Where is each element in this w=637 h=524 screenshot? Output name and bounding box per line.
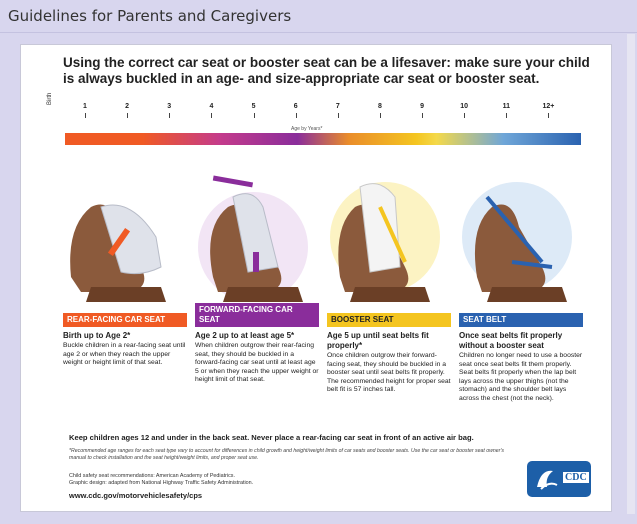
age-tick-label: 4 [209,103,214,110]
page-header [0,0,637,33]
cdc-logo [527,461,591,497]
age-tick-mark [548,113,549,118]
booster-title: BOOSTER SEAT [327,313,451,327]
seat-belt-age: Once seat belts fit properly without a booster seat [459,331,563,350]
age-tick-label: 10 [460,103,469,110]
rear-facing-seat-illustration [61,167,181,307]
age-tick-label: 2 [125,103,130,110]
forward-facing-title: FORWARD-FACING CAR SEAT [195,303,319,327]
age-tick-label: 6 [293,103,298,110]
credit-aap: Child safety seat recommendations: American Academy of Pediatrics. [69,473,235,479]
booster-age: Age 5 up until seat belts fit properly* [327,331,429,350]
seat-belt-illustration [457,167,577,307]
age-tick-label: 5 [251,103,256,110]
age-tick-label: 1 [83,103,87,110]
infographic-headline: Using the correct car seat or booster seat can be a lifesaver: make sure your child is always buckled in an age- and size-appropriate car seat or booster seat. [63,55,590,86]
age-tick-mark [506,113,507,118]
credits [69,473,449,488]
seat-belt-title: SEAT BELT [459,313,583,327]
rear-facing-desc: Buckle children in a rear-facing seat until age 2 or when they reach the upper weight or height limit of that seat. [63,342,186,367]
age-tick-mark [296,113,297,118]
age-tick-label: 7 [335,103,340,110]
age-tick-mark [464,113,465,118]
car-seat-infographic [20,44,612,512]
age-tick-label: 11 [502,103,510,110]
age-tick-mark [211,113,212,118]
rear-facing-title: REAR-FACING CAR SEAT [63,313,187,327]
age-tick-mark [169,113,170,118]
booster-desc: Once children outgrow their forward-facing seat, they should be buckled in a booster seat until seat belts fit properly. The recommended height for proper seat belt fit is 57 inches tall. [327,352,451,394]
rear-facing-column [63,313,187,368]
age-tick-mark [85,113,86,118]
forward-facing-seat-illustration [193,167,313,307]
age-tick-label: 9 [420,103,424,110]
cdc-url: www.cdc.gov/motorvehiclesafety/cps [69,491,203,500]
booster-column [327,313,451,395]
age-scale [59,103,569,121]
age-tick-mark [127,113,128,118]
age-tick-mark [254,113,255,118]
content-panel [6,34,624,518]
age-tick-label: 8 [377,103,382,110]
credit-nhtsa: Graphic design: adapted from National Highway Traffic Safety Administration. [69,480,254,487]
age-tick-mark [422,113,423,118]
birth-label: Birth [47,92,53,105]
forward-facing-desc: When children outgrow their rear-facing seat, they should be buckled in a forward-facing car seat until at least age 5 or when they reach the upper weight or height limit of that seat. [195,342,319,384]
rear-facing-age: Birth up to Age 2* [63,331,131,340]
age-gradient-bar [65,133,581,145]
footnote: *Recommended age ranges for each seat type vary to account for differences in child growth and height/weight limits of car seats and booster seats. Use the car seat or booster seat owner's manual to check installation and the seat height/weight limits, and proper seat use. [69,448,504,461]
age-tick-mark [380,113,381,118]
scrollbar[interactable] [627,34,635,514]
age-tick-mark [338,113,339,118]
age-tick-label: 3 [167,103,172,110]
age-tick-label: 12+ [542,103,555,110]
booster-seat-illustration [325,167,445,307]
back-seat-warning: Keep children ages 12 and under in the back seat. Never place a rear-facing car seat in front of an active air bag. [69,433,474,442]
seat-belt-column [459,313,583,404]
cdc-logo-text: CDC [565,472,587,483]
seat-belt-desc: Children no longer need to use a booster seat once seat belts fit them properly. Seat belts fit properly when the lap belt lays across the upper thighs (not the stomach) and the shoulder belt lays across the chest (not the neck). [459,352,583,402]
age-caption: Age by Years* [291,126,323,132]
forward-facing-age: Age 2 up to at least age 5* [195,331,295,340]
page-title: Guidelines for Parents and Caregivers [8,7,292,25]
forward-facing-column [195,303,319,385]
